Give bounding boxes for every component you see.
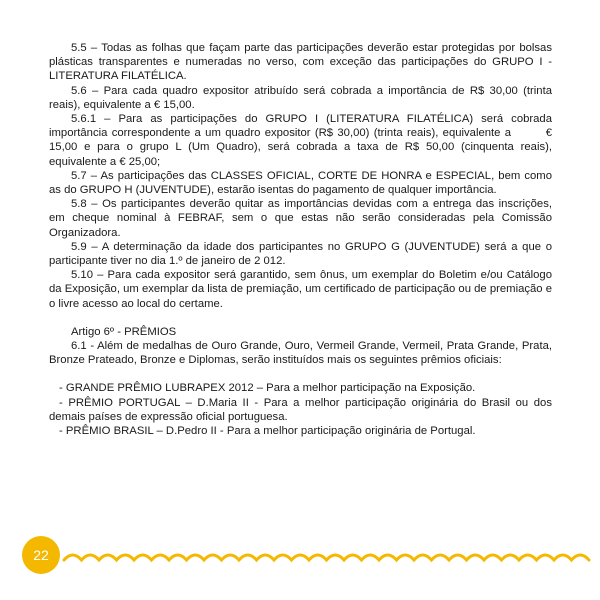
document-body <box>49 41 556 438</box>
article-title: Artigo 6º - PRÊMIOS <box>71 325 177 338</box>
page-number-badge: 22 <box>22 536 60 574</box>
spacer <box>49 367 552 381</box>
paragraph-5-7: 5.7 – As participações das CLASSES OFICIAL, CORTE DE HONRA e ESPECIAL, bem como as do GRUPO H (JUVENTUDE), estarão isentas do pagamento de qualquer importância. <box>49 169 552 197</box>
prize-item: - PRÊMIO BRASIL – D.Pedro II - Para a melhor participação originária de Portugal. <box>59 425 476 438</box>
wave-decoration-icon <box>62 544 600 568</box>
paragraph-5-8: 5.8 – Os participantes deverão quitar as importâncias devidas com a entrega das inscrições, em cheque nominal à FEBRAF, sem o que estas não serão consideradas pela Comissão Organizadora. <box>49 198 552 239</box>
page-footer <box>22 536 600 576</box>
paragraph-5-6: 5.6 – Para cada quadro expositor atribuído será cobrada a importância de R$ 30,00 (trinta reais), equivalente a € 15,00. <box>49 84 552 111</box>
paragraph-5-9: 5.9 – A determinação da idade dos participantes no GRUPO G (JUVENTUDE) será a que o participante tiver no dia 1.º de janeiro de 2 012. <box>49 240 552 268</box>
paragraph-5-5: 5.5 – Todas as folhas que façam parte das participações deverão estar protegidas por bolsas plásticas transparentes e numeradas no verso, com exceção das participações do GRUPO I -LITERATURA FILATÉLICA. <box>49 42 552 83</box>
prize-item: - PRÊMIO PORTUGAL – D.Maria II - Para a melhor participação originária do Brasil ou dos demais países de expressão oficial portuguesa. <box>49 396 552 423</box>
spacer <box>49 311 552 325</box>
paragraph-5-6-1: 5.6.1 – Para as participações do GRUPO I (LITERATURA FILATÉLICA) será cobrada importância correspondente a um quadro expositor (R$ 30,00) (trinta reais), equivalente a € 15,00 e para o grupo L (Um Quadro), será cobrada a taxa de R$ 50,00 (cinquenta reais), equivalente a € 25,00; <box>49 113 556 168</box>
paragraph-5-10: 5.10 – Para cada expositor será garantido, sem ônus, um exemplar do Boletim e/ou Catálogo da Exposição, um exemplar da lista de premiação, um certificado de participação ou de premiação e o livre acesso ao local do certame. <box>49 269 552 310</box>
article-intro: 6.1 - Além de medalhas de Ouro Grande, Ouro, Vermeil Grande, Vermeil, Prata Grande, Prata, Bronze Prateado, Bronze e Diplomas, serão instituídos mais os seguintes prêmios oficiais: <box>49 340 552 367</box>
prize-item: - GRANDE PRÊMIO LUBRAPEX 2012 – Para a melhor participação na Exposição. <box>59 382 476 395</box>
